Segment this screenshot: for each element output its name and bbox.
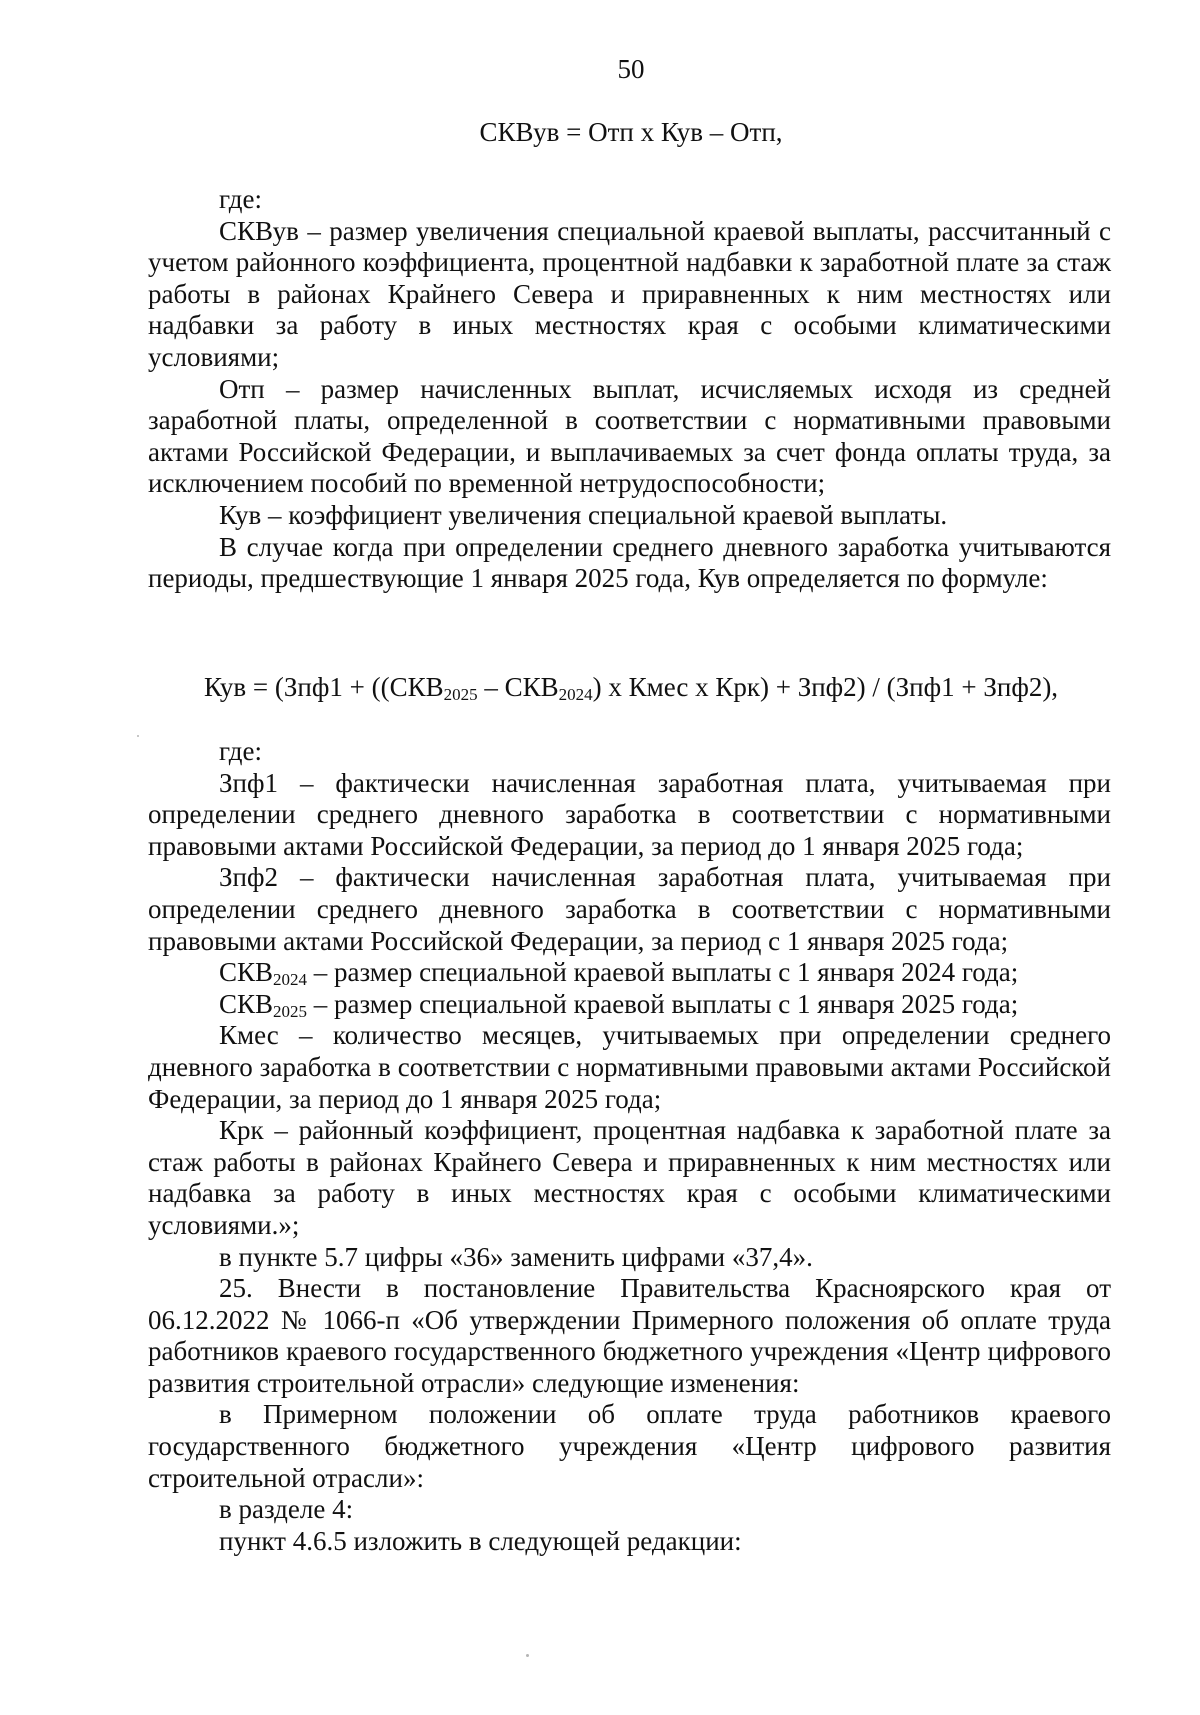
paragraph-skvuv: СКВув – размер увеличения специальной краевой выплаты, рассчитанный с учетом районного коэффициента, процентной надбавки к заработной плате за стаж работы в районах Крайнего Севера и приравненных к ним местностях или надбавки за работу в иных местностях края с особыми климатическими условиями; [148,215,1111,372]
scan-speck [526,1654,529,1657]
definitions-block-1 [148,184,1111,595]
formula-kuv-part1: Кув = (Зпф1 + ((СКВ [203,672,444,702]
formula-skvuv: СКВув = Отп х Кув – Отп, [479,117,783,147]
skv2025-pre: СКВ [219,988,274,1019]
formula-kuv-sub2: 2024 [558,685,593,704]
paragraph-krk: Крк – районный коэффициент, процентная надбавка к заработной плате за стаж работы в районах Крайнего Севера и приравненных к ним местностях или надбавка за работу в иных местностях края с особыми климатическими условиями.»; [148,1115,1111,1240]
formula-kuv-sub1: 2025 [443,685,478,704]
paragraph-zpf1: Зпф1 – фактически начисленная заработная плата, учитываемая при определении среднего дневного заработка в соответствии с нормативными правовыми актами Российской Федерации, за период до 1 января 2025 года; [148,767,1111,861]
where-label: где: [219,184,262,214]
page-number: 50 [617,54,645,84]
paragraph-item-4-6-5: пункт 4.6.5 изложить в следующей редакции: [219,1525,742,1556]
paragraph-otp: Отп – размер начисленных выплат, исчисляемых исходя из средней заработной платы, определенной в соответствии с нормативными правовыми актами Российской Федерации, и выплачиваемых за счет фонда оплаты труда, за исключением пособий по временной нетрудоспособности; [148,373,1111,499]
formula-kuv [0,672,1200,702]
where-label-2: где: [219,736,262,766]
paragraph-kmes: Кмес – количество месяцев, учитываемых при определении среднего дневного заработка в соответствии с нормативными правовыми актами Российской Федерации, за период до 1 января 2025 года; [148,1020,1111,1114]
paragraph-zpf2: Зпф2 – фактически начисленная заработная плата, учитываемая при определении среднего дневного заработка в соответствии с нормативными правовыми актами Российской Федерации, за период с 1 января 2025 года; [148,862,1111,956]
paragraph-regulation: в Примерном положении об оплате труда работников краевого государственного бюджетного учреждения «Центр цифрового развития строительной отрасли»: [148,1399,1111,1493]
paragraph-case: В случае когда при определении среднего дневного заработка учитываются периоды, предшествующие 1 января 2025 года, Кув определяется по формуле: [148,531,1111,594]
skv2024-pre: СКВ [219,957,274,988]
skv2024-post: – размер специальной краевой выплаты с 1 января 2024 года; [307,957,1019,988]
paragraph-item-25: 25. Внести в постановление Правительства Красноярского края от 06.12.2022 № 1066-п «Об утверждении Примерного положения об оплате труда работников краевого государственного бюджетного учреждения «Центр цифрового развития строительной отрасли» следующие изменения: [148,1273,1111,1398]
skv2024-sub: 2024 [273,970,308,990]
skv2025-post: – размер специальной краевой выплаты с 1 января 2025 года; [307,988,1019,1019]
definitions-block-2 [148,736,1111,1557]
paragraph-kuv: Кув – коэффициент увеличения специальной краевой выплаты. [219,499,948,530]
formula-kuv-part2: – СКВ [477,672,559,702]
paragraph-skv2025 [148,989,1111,1021]
formula-kuv-part3: ) х Кмес х Крк) + Зпф2) / (Зпф1 + Зпф2), [592,672,1059,702]
scan-speck [137,735,139,737]
skv2025-sub: 2025 [273,1001,308,1021]
paragraph-item-5-7: в пункте 5.7 цифры «36» заменить цифрами «37,4». [219,1241,813,1272]
paragraph-skv2024 [148,957,1111,989]
paragraph-section-4: в разделе 4: [219,1494,354,1525]
